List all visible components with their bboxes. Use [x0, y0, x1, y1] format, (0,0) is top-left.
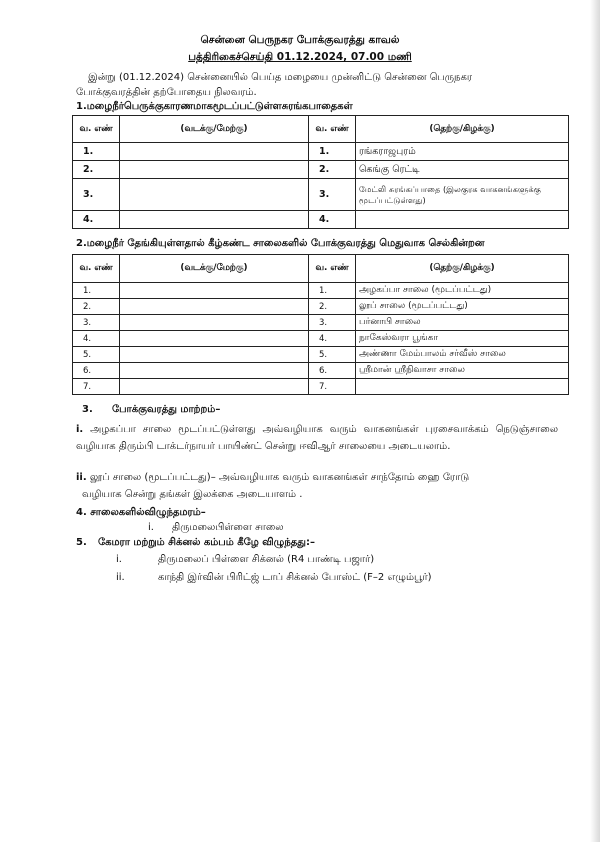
- table-row: [73, 143, 569, 161]
- diversion-item-1: [76, 421, 558, 455]
- diversion-item-2-line-1: லூப் சாலை (மூடப்பட்டது)– அவ்வழியாக வரும் வாகனங்கள் சாந்தோம் ஹை ரோடு: [89, 472, 470, 483]
- cell-serial: 3.: [73, 179, 120, 211]
- diversion-item-2-line-2: வழியாக சென்று தங்கள் இலக்கை அடையாளம் .: [82, 489, 303, 500]
- section-5-number: 5.: [76, 537, 87, 548]
- table-row: [73, 161, 569, 179]
- table-row: [73, 211, 569, 229]
- fallen-tree-item-text: திருமலைபிள்ளை சாலை: [172, 522, 284, 533]
- cell-serial: 2.: [309, 161, 356, 179]
- cell-serial: 2.: [73, 161, 120, 179]
- fallen-signal-item: [116, 569, 432, 586]
- fallen-signal-item-number: ii.: [116, 572, 125, 583]
- cell-serial: 1.: [73, 283, 120, 299]
- intro-line-1: இன்று (01.12.2024) சென்னையில் பெய்த மழையை முன்னிட்டு சென்னை பெருநகர: [88, 72, 473, 83]
- table-row: [73, 283, 569, 299]
- section-5-heading: [76, 534, 315, 551]
- cell-north: [120, 211, 309, 229]
- cell-serial: 5.: [73, 347, 120, 363]
- diversion-item-2: [76, 469, 546, 503]
- table-row: [73, 379, 569, 395]
- cell-serial: 3.: [309, 315, 356, 331]
- col-header-south-east: (தெற்கு/கிழக்கு): [356, 116, 569, 143]
- section-3-number: 3.: [82, 404, 93, 415]
- cell-south: அழகப்பா சாலை (மூடப்பட்டது): [356, 283, 569, 299]
- cell-serial: 4.: [309, 211, 356, 229]
- cell-serial: 6.: [73, 363, 120, 379]
- intro-line-2: போக்குவரத்தின் தற்போதைய நிலவரம்.: [76, 87, 257, 98]
- cell-serial: 6.: [309, 363, 356, 379]
- fallen-signal-item-text: திருமலைப் பிள்ளை சிக்னல் (R4 பாண்டி பஜார்): [158, 554, 375, 565]
- section-2-title: 2.மழைநீர் தேங்கியுள்ளதால் கீழ்கண்ட சாலைகளில் போக்குவரத்து மெதுவாக செல்கின்றன: [76, 238, 485, 249]
- col-header-serial: வ. எண்: [309, 255, 356, 283]
- col-header-serial: வ. எண்: [73, 255, 120, 283]
- diversion-item-2-number: ii.: [76, 472, 87, 483]
- cell-south: மேட்லி சுரங்கப்பாதை (இலகுரக வாகனங்களுக்கு மூடப்பட்டுள்ளது): [356, 179, 569, 211]
- cell-north: [120, 283, 309, 299]
- cell-south: கெங்கு ரெட்டி: [356, 161, 569, 179]
- cell-south: ரங்கராஜபுரம்: [356, 143, 569, 161]
- section-3-title: போக்குவரத்து மாற்றம்–: [112, 404, 221, 415]
- table-row: [73, 179, 569, 211]
- cell-south: நாகேஸ்வரா பூங்கா: [356, 331, 569, 347]
- cell-north: [120, 331, 309, 347]
- cell-serial: 2.: [73, 299, 120, 315]
- section-5-title: கேமரா மற்றும் சிக்னல் கம்பம் கீழே விழுந்தது:–: [98, 537, 315, 548]
- fallen-signal-item-number: i.: [116, 554, 122, 565]
- slow-traffic-roads-table: [72, 254, 569, 395]
- fallen-signal-item-text: காந்தி இர்வின் பிரிட்ஜ் டாப் சிக்னல் போஸ்ட் (F–2 எழும்பூர்): [158, 572, 432, 583]
- cell-north: [120, 143, 309, 161]
- cell-serial: 5.: [309, 347, 356, 363]
- intro-paragraph: [76, 70, 576, 100]
- cell-serial: 3.: [309, 179, 356, 211]
- col-header-serial: வ. எண்: [309, 116, 356, 143]
- table-row: [73, 363, 569, 379]
- col-header-north-west: (வடக்கு/மேற்கு): [120, 255, 309, 283]
- page-edge-shadow: [590, 0, 600, 842]
- col-header-serial: வ. எண்: [73, 116, 120, 143]
- section-1-title: 1.மழைநீர்பெருக்குகாரணமாகமூடப்பட்டுள்ளசுரங்கபாதைகள்: [76, 101, 353, 112]
- table-row: [73, 331, 569, 347]
- col-header-north-west: (வடக்கு/மேற்கு): [120, 116, 309, 143]
- cell-north: [120, 299, 309, 315]
- cell-south: [356, 379, 569, 395]
- cell-serial: 3.: [73, 315, 120, 331]
- cell-south: லூப் சாலை (மூடப்பட்டது): [356, 299, 569, 315]
- cell-north: [120, 347, 309, 363]
- table-header-row: [73, 116, 569, 143]
- table-row: [73, 315, 569, 331]
- fallen-tree-item-number: i.: [148, 522, 154, 533]
- fallen-signal-item: [116, 551, 374, 568]
- closed-subways-table: [72, 115, 569, 229]
- cell-south: [356, 211, 569, 229]
- cell-serial: 2.: [309, 299, 356, 315]
- table-row: [73, 299, 569, 315]
- cell-serial: 7.: [309, 379, 356, 395]
- page-title: சென்னை பெருநகர போக்குவரத்து காவல்: [200, 34, 400, 46]
- diversion-item-1-text: அழகப்பா சாலை மூடப்பட்டுள்ளது அவ்வழியாக வரும் வாகனங்கள் புரசைவாக்கம் நெடுஞ்சாலை வழியாக திரும்பி டாக்டர்நாயர் பாயிண்ட் சென்று ஈவிஆர் சாலையை அடையலாம்.: [76, 424, 558, 452]
- cell-north: [120, 179, 309, 211]
- section-4-title: 4. சாலைகளில்விழுந்தமரம்–: [76, 507, 206, 518]
- cell-north: [120, 379, 309, 395]
- cell-serial: 1.: [309, 283, 356, 299]
- cell-serial: 4.: [73, 211, 120, 229]
- table-row: [73, 347, 569, 363]
- cell-serial: 1.: [73, 143, 120, 161]
- cell-north: [120, 363, 309, 379]
- cell-serial: 4.: [309, 331, 356, 347]
- cell-serial: 4.: [73, 331, 120, 347]
- cell-serial: 1.: [309, 143, 356, 161]
- col-header-south-east: (தெற்கு/கிழக்கு): [356, 255, 569, 283]
- section-3-heading: [76, 401, 220, 418]
- table-header-row: [73, 255, 569, 283]
- cell-north: [120, 161, 309, 179]
- cell-south: அண்ணா மேம்பாலம் சர்வீஸ் சாலை: [356, 347, 569, 363]
- diversion-item-1-number: i.: [76, 424, 84, 435]
- cell-serial: 7.: [73, 379, 120, 395]
- cell-south: ஸ்ரீமான் ஸ்ரீநிவாசா சாலை: [356, 363, 569, 379]
- cell-north: [120, 315, 309, 331]
- press-release-date: பத்திரிகைச்செய்தி 01.12.2024, 07.00 மணி: [188, 51, 412, 63]
- cell-south: பர்னாபி சாலை: [356, 315, 569, 331]
